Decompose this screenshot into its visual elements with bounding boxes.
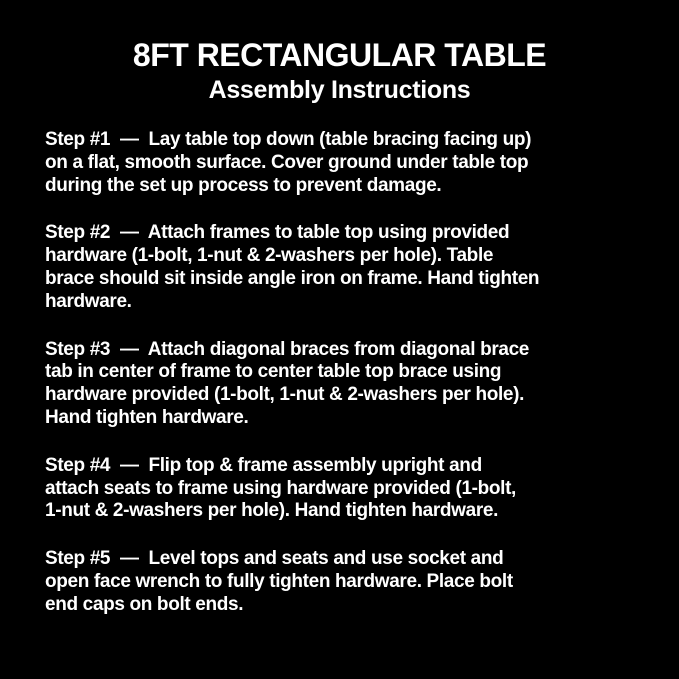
step-1 [45,129,649,197]
step-5 [45,548,649,616]
step-2 [45,222,649,313]
step-1-line-1: Step #1 — Lay table top down (table bracing facing up) [45,129,532,150]
step-3 [45,339,649,430]
step-2-line-2: hardware (1-bolt, 1-nut & 2-washers per hole). Table [45,245,494,267]
steps-list [0,129,679,617]
step-4-line-3: 1-nut & 2-washers per hole). Hand tighten hardware. [45,500,499,522]
poster-header [0,0,679,105]
page-subtitle: Assembly Instructions [208,76,471,104]
step-5-line-3: end caps on bolt ends. [45,593,244,615]
step-3-line-4: Hand tighten hardware. [45,406,249,428]
step-5-line-2: open face wrench to fully tighten hardware. Place bolt [45,570,513,592]
step-4-line-2: attach seats to frame using hardware provided (1-bolt, [45,477,516,499]
step-1-line-3: during the set up process to prevent damage. [45,174,442,196]
step-3-line-2: tab in center of frame to center table top brace using [45,361,502,383]
step-2-line-1: Step #2 — Attach frames to table top using provided [45,222,510,244]
step-4 [45,455,649,523]
step-3-line-3: hardware provided (1-bolt, 1-nut & 2-washers per hole). [45,384,525,406]
step-2-line-3: brace should sit inside angle iron on frame. Hand tighten [45,267,540,289]
step-5-line-1: Step #5 — Level tops and seats and use socket and [45,548,504,570]
step-2-line-4: hardware. [45,290,132,312]
step-4-line-1: Step #4 — Flip top & frame assembly upright and [45,454,482,476]
step-1-line-2: on a flat, smooth surface. Cover ground under table top [45,151,529,173]
page-title: 8FT RECTANGULAR TABLE [132,37,547,73]
step-3-line-1: Step #3 — Attach diagonal braces from diagonal brace [45,338,530,360]
